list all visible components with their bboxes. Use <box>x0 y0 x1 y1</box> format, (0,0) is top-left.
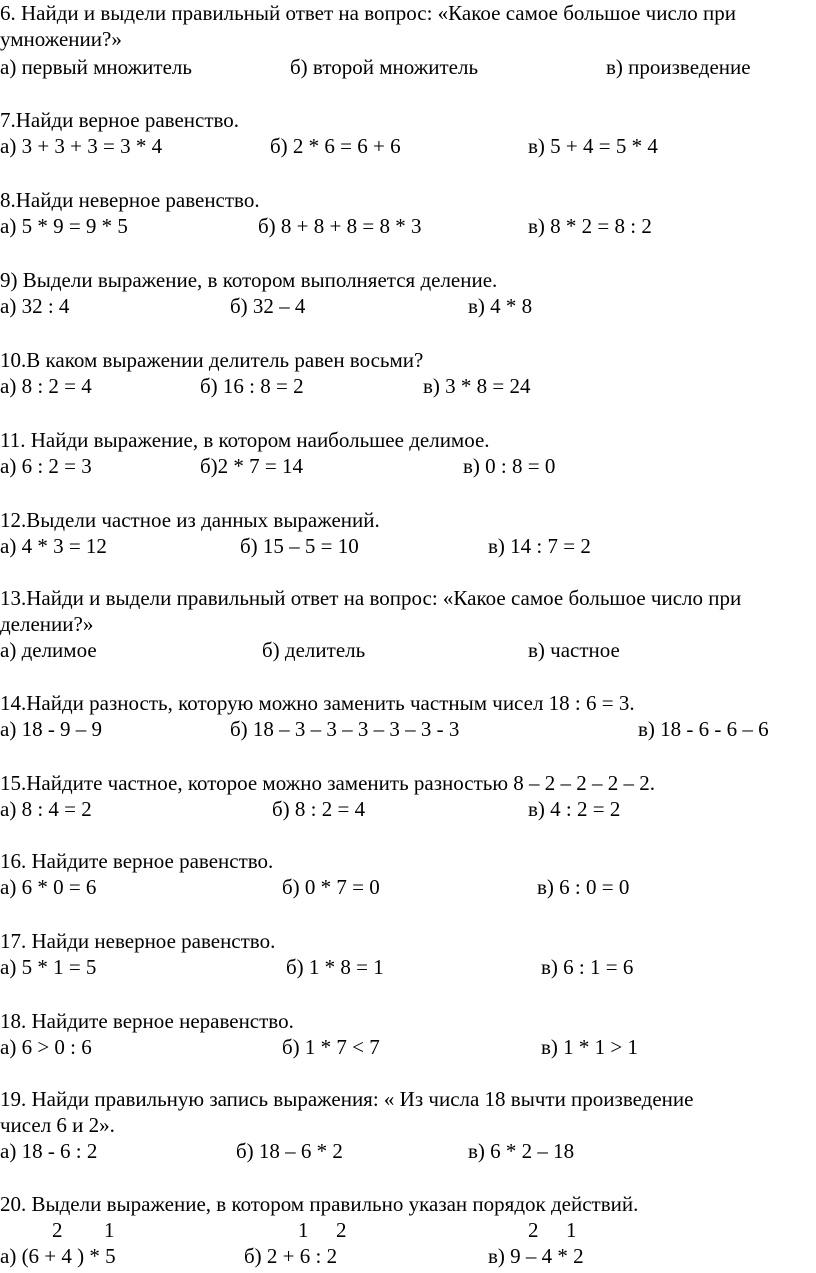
q10-option-b[interactable]: б) 16 : 8 = 2 <box>200 374 304 398</box>
q20-order-mark: 1 <box>298 1218 309 1242</box>
q14-option-b[interactable]: б) 18 – 3 – 3 – 3 – 3 – 3 - 3 <box>230 717 460 741</box>
q15-option-v[interactable]: в) 4 : 2 = 2 <box>528 797 621 821</box>
q12-option-b[interactable]: б) 15 – 5 = 10 <box>240 534 359 558</box>
q20-order-mark: 1 <box>566 1218 577 1242</box>
q18-option-a[interactable]: а) 6 > 0 : 6 <box>0 1035 92 1059</box>
q9-question-line-1: 9) Выдели выражение, в котором выполняется деление. <box>0 268 498 292</box>
q16-option-a[interactable]: а) 6 * 0 = 6 <box>0 875 97 899</box>
q11-question-line-1: 11. Найди выражение, в котором наибольшее делимое. <box>0 428 490 452</box>
q17-question-line-1: 17. Найди неверное равенство. <box>0 929 276 953</box>
q10-option-a[interactable]: а) 8 : 2 = 4 <box>0 374 92 398</box>
q9-option-b[interactable]: б) 32 – 4 <box>230 294 306 318</box>
q9-option-v[interactable]: в) 4 * 8 <box>468 294 533 318</box>
q16-question-line-1: 16. Найдите верное равенство. <box>0 849 274 873</box>
q6-question-line-1: 6. Найди и выдели правильный ответ на вопрос: «Какое самое большое число при <box>0 1 736 25</box>
q13-option-b[interactable]: б) делитель <box>262 638 366 662</box>
q8-option-a[interactable]: а) 5 * 9 = 9 * 5 <box>0 214 128 238</box>
q20-order-mark: 1 <box>104 1218 115 1242</box>
q17-option-v[interactable]: в) 6 : 1 = 6 <box>541 955 634 979</box>
q14-option-v[interactable]: в) 18 - 6 - 6 – 6 <box>638 717 769 741</box>
q14-option-a[interactable]: а) 18 - 9 – 9 <box>0 717 103 741</box>
q17-option-b[interactable]: б) 1 * 8 = 1 <box>286 955 384 979</box>
q15-question-line-1: 15.Найдите частное, которое можно заменить разностью 8 – 2 – 2 – 2 – 2. <box>0 771 656 795</box>
q8-option-v[interactable]: в) 8 * 2 = 8 : 2 <box>528 214 652 238</box>
q16-option-b[interactable]: б) 0 * 7 = 0 <box>282 875 380 899</box>
q20-order-mark: 2 <box>336 1218 347 1242</box>
q7-option-a[interactable]: а) 3 + 3 + 3 = 3 * 4 <box>0 134 163 158</box>
q19-option-a[interactable]: а) 18 - 6 : 2 <box>0 1139 98 1163</box>
q15-option-a[interactable]: а) 8 : 4 = 2 <box>0 797 92 821</box>
q20-order-mark: 2 <box>52 1218 63 1242</box>
q7-question-line-1: 7.Найди верное равенство. <box>0 108 240 132</box>
q11-option-v[interactable]: в) 0 : 8 = 0 <box>463 454 556 478</box>
q8-question-line-1: 8.Найди неверное равенство. <box>0 188 260 212</box>
q7-option-v[interactable]: в) 5 + 4 = 5 * 4 <box>528 134 658 158</box>
q10-option-v[interactable]: в) 3 * 8 = 24 <box>423 374 531 398</box>
q8-option-b[interactable]: б) 8 + 8 + 8 = 8 * 3 <box>258 214 422 238</box>
q13-option-a[interactable]: а) делимое <box>0 638 97 662</box>
q20-option-b[interactable]: б) 2 + 6 : 2 <box>244 1244 338 1268</box>
q14-question-line-1: 14.Найди разность, которую можно заменить частным чисел 18 : 6 = 3. <box>0 691 635 715</box>
q11-option-a[interactable]: а) 6 : 2 = 3 <box>0 454 92 478</box>
q7-option-b[interactable]: б) 2 * 6 = 6 + 6 <box>270 134 401 158</box>
q12-option-a[interactable]: а) 4 * 3 = 12 <box>0 534 107 558</box>
q15-option-b[interactable]: б) 8 : 2 = 4 <box>272 797 366 821</box>
q13-option-v[interactable]: в) частное <box>528 638 620 662</box>
q12-option-v[interactable]: в) 14 : 7 = 2 <box>488 534 591 558</box>
q12-question-line-1: 12.Выдели частное из данных выражений. <box>0 508 380 532</box>
q18-option-v[interactable]: в) 1 * 1 > 1 <box>541 1035 639 1059</box>
q20-option-v[interactable]: в) 9 – 4 * 2 <box>488 1244 584 1268</box>
q18-question-line-1: 18. Найдите верное неравенство. <box>0 1009 294 1033</box>
q19-option-v[interactable]: в) 6 * 2 – 18 <box>468 1139 575 1163</box>
q10-question-line-1: 10.В каком выражении делитель равен восьми? <box>0 348 424 372</box>
q6-option-b[interactable]: б) второй множитель <box>290 55 479 79</box>
q18-option-b[interactable]: б) 1 * 7 < 7 <box>282 1035 380 1059</box>
q16-option-v[interactable]: в) 6 : 0 = 0 <box>537 875 630 899</box>
q20-question-line-1: 20. Выдели выражение, в котором правильно указан порядок действий. <box>0 1192 639 1216</box>
q17-option-a[interactable]: а) 5 * 1 = 5 <box>0 955 97 979</box>
q6-option-v[interactable]: в) произведение <box>606 55 751 79</box>
q19-question-line-2: чисел 6 и 2». <box>0 1113 115 1137</box>
q6-question-line-2: умножении?» <box>0 27 122 51</box>
q11-option-b[interactable]: б)2 * 7 = 14 <box>200 454 304 478</box>
q9-option-a[interactable]: а) 32 : 4 <box>0 294 70 318</box>
q6-option-a[interactable]: а) первый множитель <box>0 55 192 79</box>
q20-option-a[interactable]: а) (6 + 4 ) * 5 <box>0 1244 116 1268</box>
q13-question-line-1: 13.Найди и выдели правильный ответ на вопрос: «Какое самое большое число при <box>0 586 742 610</box>
q13-question-line-2: делении?» <box>0 612 94 636</box>
q20-order-mark: 2 <box>528 1218 539 1242</box>
q19-option-b[interactable]: б) 18 – 6 * 2 <box>236 1139 343 1163</box>
q19-question-line-1: 19. Найди правильную запись выражения: « Из числа 18 вычти произведение <box>0 1087 694 1111</box>
